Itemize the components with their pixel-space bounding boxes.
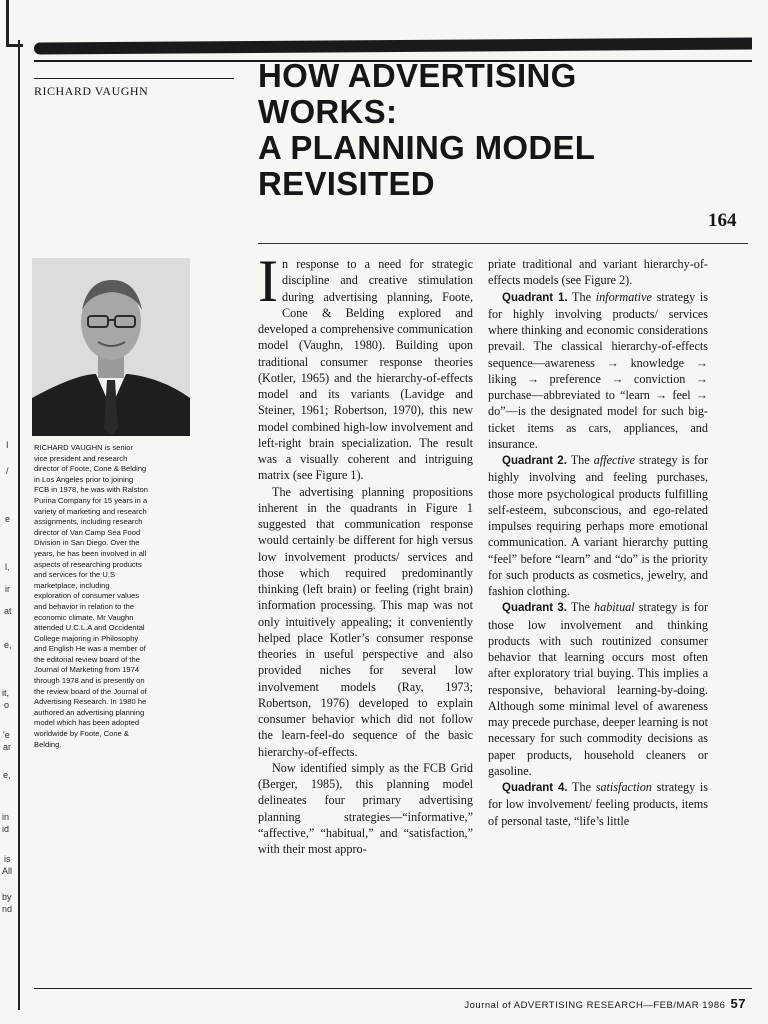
margin-fragment: id	[2, 824, 10, 834]
paragraph: priate traditional and variant hierarchy-of-effects models (see Figure 2).	[488, 257, 708, 288]
strategy-term: satisfaction	[595, 780, 652, 794]
paragraph-text: strategy is for highly involving and feeling purchases, those more psychological products fulfilling self-esteem, subconscious, and ego-related impulses requiring perhaps more emotional communication. A variant hierarchy putting “feel” before “learn” and “do” is the priority for such products as cosmetics, jewelry, and fashion clothing.	[488, 453, 709, 598]
author-bio	[34, 443, 148, 750]
margin-fragment: /	[6, 466, 9, 476]
quadrant-2-paragraph	[488, 452, 708, 599]
margin-fragment: at	[4, 606, 12, 616]
quadrant-label: Quadrant 4.	[502, 782, 568, 794]
journal-name: Journal of ADVERTISING RESEARCH—FEB/MAR 1986	[464, 1000, 726, 1011]
margin-fragment: by	[2, 892, 12, 902]
author-portrait-image	[32, 258, 190, 436]
article-word: The	[572, 289, 591, 304]
title-line: WORKS:	[258, 93, 398, 130]
margin-fragment: ir	[5, 584, 10, 594]
quadrant-4-paragraph	[488, 779, 708, 829]
body-column-1	[258, 248, 473, 857]
margin-fragment: All	[2, 866, 13, 876]
quadrant-1-paragraph	[488, 289, 708, 453]
quadrant-label: Quadrant 3.	[502, 602, 567, 615]
margin-fragment: it,	[2, 688, 10, 698]
quadrant-3-paragraph	[488, 599, 708, 779]
byline-rule	[34, 78, 234, 79]
page-code: 164	[708, 210, 737, 231]
drop-cap: I	[258, 248, 278, 314]
margin-fragment: in	[2, 812, 10, 822]
margin-fragment: e,	[3, 770, 11, 780]
margin-fragment: o	[4, 700, 10, 710]
title-line: A PLANNING MODEL	[258, 129, 596, 166]
scan-edge-line	[18, 40, 20, 1010]
paragraph-text: n response to a need for strategic discipline and creative stimulation during advertising planning, Foote, Cone & Belding explored and developed a comprehensive communication model (Vaughn, 1980). Building upon traditional consumer response theories (Kotler, 1965) and the hierarchy-of-effects model and its variants (Lavidge and Steiner, 1961; Robertson, 1970), this new model combined high-low involvement and left-right brain specialization. The result was a visually coherent and intriguing matrix (see Figure 1).	[258, 257, 473, 483]
author-photo	[32, 258, 190, 436]
article-word: The	[570, 600, 590, 615]
paragraph	[258, 248, 473, 484]
margin-fragment: is	[4, 854, 11, 864]
article-word: The	[570, 453, 590, 467]
strategy-term: informative	[595, 289, 652, 304]
footer-rule	[34, 988, 752, 989]
margin-fragment: I	[6, 440, 9, 450]
page-number: 57	[730, 996, 746, 1011]
margin-fragment: e,	[4, 640, 12, 650]
margin-fragment: l,	[5, 562, 10, 572]
margin-fragment: nd	[2, 904, 13, 914]
running-footer	[464, 996, 746, 1011]
paragraph-text: strategy is for highly involving products/ services where thinking and economic considerations prevail. The classical hierarchy-of-effects sequence—awareness → knowledge → liking → preference → conviction → purchase—abbreviated to “learn → feel → do”—is the designated model for such big-ticket items as cars, appliances, and insurance.	[488, 289, 709, 451]
title-line: HOW ADVERTISING	[258, 57, 577, 94]
margin-fragment: e	[5, 514, 11, 524]
strategy-term: affective	[593, 453, 635, 467]
body-column-2	[488, 256, 708, 829]
paragraph: Now identified simply as the FCB Grid (Berger, 1985), this planning model delineates four primary advertising planning strategies—“informative,” “affective,” “habitual,” and “satisfaction,” with their most appro-	[258, 760, 473, 856]
paragraph: The advertising planning propositions inherent in the quadrants in Figure 1 suggested that communication response would certainly be different for high versus low involvement products/ services and those which required predominantly thinking (left brain) or feeling (right brain) information processing. This map was not only intuitively appealing; it conveniently helped place Kotler’s consumer response theories in useful perspective and also provided niches for several low involvement models (Ray, 1973; Robertson, 1976) developed to explain consumer behavior which did not follow the learn-feel-do sequence of the basic hierarchy-of-effects.	[258, 484, 473, 759]
title-line: REVISITED	[258, 165, 435, 202]
paragraph-text: strategy is for low involvement/ feeling products, items of personal taste, “life’s little	[488, 780, 709, 828]
strategy-term: habitual	[594, 600, 635, 615]
author-byline: RICHARD VAUGHN	[34, 84, 149, 98]
paragraph-text: strategy is for those low involvement and thinking products with such routinized consumer behavior that learning occurs most often after exploratory trial buying. This implies a responsive, behavioral learning-by-doing. Although some minimal level of awareness may precede purchase, deeper learning is not necessary for such commodity decisions as paper products, household cleaners or gasoline.	[488, 600, 708, 778]
article-word: The	[572, 780, 591, 794]
title-rule	[258, 243, 748, 244]
margin-fragment: ar	[3, 742, 12, 752]
scan-hook	[6, 0, 23, 47]
quadrant-label: Quadrant 1.	[502, 291, 568, 304]
author-bio-text: RICHARD VAUGHN is senior vice president and research director of Foote, Cone & Belding in Los Angeles prior to joining FCB in 1978, he was with Ralston Purina Company for 15 years in a variety of marketing and research assignments, including research director of Van Camp Sea Food Division in San Diego. Over the years, he has been involved in all aspects of researching products and services for the U.S marketplace, including exploration of consumer values and behavior in relation to the economic climate. Mr Vaughn attended U.C.L.A and Occidental College majoring in Philosophy and English He was a member of the editorial review board of the Journal of Marketing from 1974 through 1978 and is presently on the review board of the Journal of Advertising Research. In 1980 he authored an advertising planning model which has been adopted worldwide by Foote, Cone & Belding.	[34, 443, 148, 749]
margin-fragment: 'e	[3, 730, 10, 740]
quadrant-label: Quadrant 2.	[502, 455, 567, 467]
top-heavy-rule	[34, 37, 752, 54]
article-title	[258, 58, 698, 202]
